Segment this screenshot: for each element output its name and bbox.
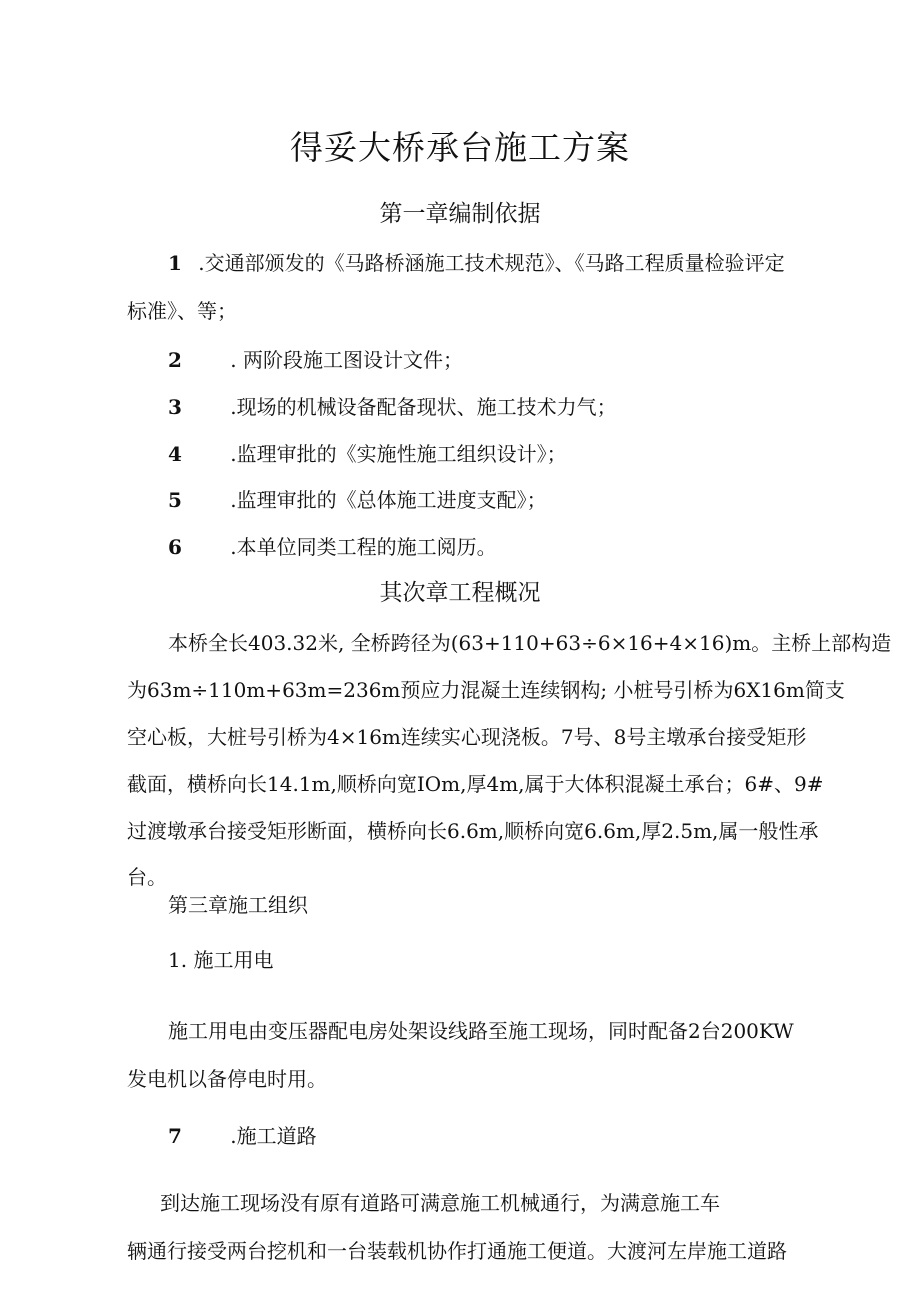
ch3-section-2-num: 7 [168,1124,182,1148]
ch1-item-5-num: 5 [168,488,182,512]
ch1-item-6-num: 6 [168,535,182,559]
chapter-1-heading: 第一章编制依据 [379,201,541,227]
ch3-sec2-line-1: 到达施工现场没有原有道路可满意施工机械通行，为满意施工车 [160,1191,720,1215]
ch3-section-1-heading: 1. 施工用电 [168,948,274,972]
ch1-item-6-text: .本单位同类工程的施工阅历。 [230,535,497,559]
ch3-sec1-line-2: 发电机以备停电时用。 [127,1067,327,1091]
ch1-item-1-cont: 标准》、等； [127,299,237,323]
ch1-item-2-num: 2 [168,348,182,372]
ch1-item-5-text: .监理审批的《总体施工进度支配》； [230,488,547,512]
chapter-3-heading: 第三章施工组织 [168,893,308,917]
ch1-item-1-text: .交通部颁发的《马路桥涵施工技术规范》、《马路工程质量检验评定 [198,251,785,275]
document-title: 得妥大桥承台施工方案 [290,128,630,167]
ch1-item-3 [168,391,617,420]
ch1-item-4-num: 4 [168,442,182,466]
ch3-section-2-text: .施工道路 [230,1124,317,1148]
ch1-item-3-text: .现场的机械设备配备现状、施工技术力气； [230,395,617,419]
ch2-line-5: 过渡墩承台接受矩形断面，横桥向长6.6m,顺桥向宽6.6m,厚2.5m,属一般性承 [127,819,819,843]
ch1-item-4-text: .监理审批的《实施性施工组织设计》； [230,442,567,466]
ch1-item-2-text: . 两阶段施工图设计文件； [230,348,463,372]
ch1-item-6 [168,531,497,560]
ch3-sec2-line-2: 辆通行接受两台挖机和一台装载机协作打通施工便道。大渡河左岸施工道路 [127,1239,787,1263]
ch1-item-1-num: 1 [168,251,182,275]
ch2-line-1: 本桥全长403.32米, 全桥跨径为(63+110+63÷6×16+4×16)m。主桥上部构造 [168,631,892,655]
ch2-line-4: 截面，横桥向长14.1m,顺桥向宽IOm,厚4m,属于大体积混凝土承台；6#、9# [127,772,824,796]
ch3-section-2-heading [168,1120,317,1149]
ch2-line-2: 为63m÷110m+63m=236m预应力混凝土连续钢构; 小桩号引桥为6X16m简支 [127,678,845,702]
chapter-2-heading: 其次章工程概况 [379,580,541,606]
ch2-line-6: 台。 [127,865,167,889]
ch1-item-2 [168,344,463,373]
ch1-item-1 [168,247,785,276]
ch1-item-5 [168,484,547,513]
ch2-line-3: 空心板，大桩号引桥为4×16m连续实心现浇板。7号、8号主墩承台接受矩形 [127,725,807,749]
ch1-item-3-num: 3 [168,395,182,419]
ch3-sec1-line-1: 施工用电由变压器配电房处架设线路至施工现场，同时配备2台200KW [168,1019,794,1043]
ch1-item-4 [168,438,567,467]
